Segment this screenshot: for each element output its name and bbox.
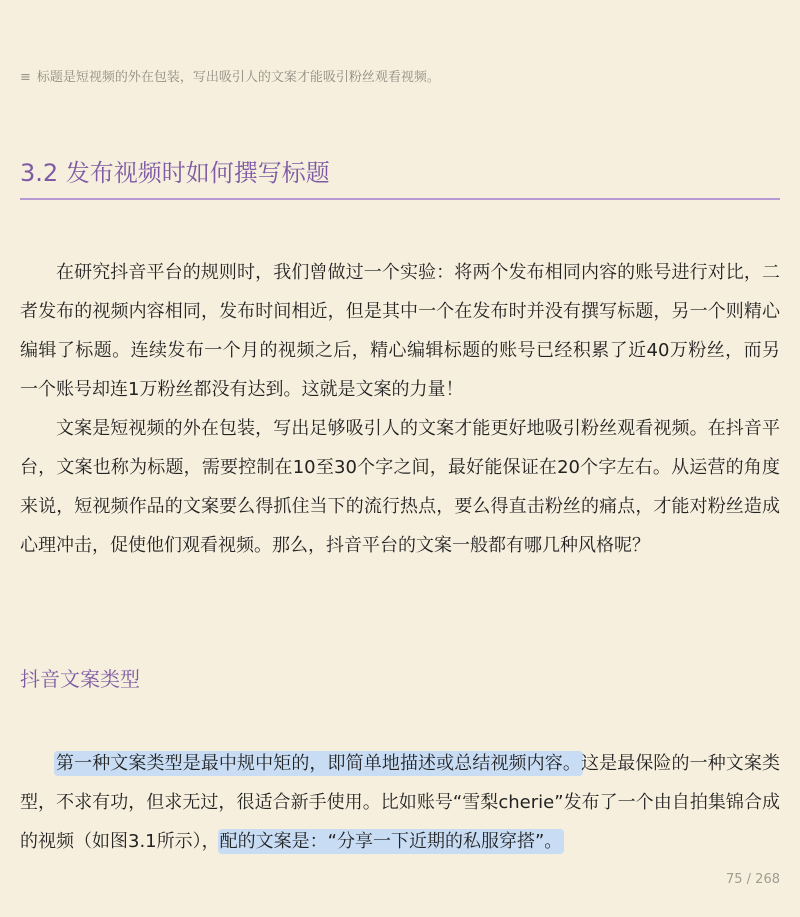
chapter-summary-text: 标题是短视频的外在包装，写出吸引人的文案才能吸引粉丝观看视频。: [36, 70, 440, 85]
text-highlight[interactable]: 第一种文案类型是最中规中矩的，即简单地描述或总结视频内容。: [56, 753, 581, 774]
chapter-summary-bar[interactable]: [20, 66, 780, 85]
text-span: 这是最保险的一种文案类型，不求有功，但求无过，很适合新手使用。比如账号“雪梨cherie”发布了一个由自拍集锦合成的视频（如图3.1所示），: [20, 753, 781, 852]
paragraph: [20, 744, 780, 861]
paragraph: 文案是短视频的外在包装，写出足够吸引人的文案才能更好地吸引粉丝观看视频。在抖音平台，文案也称为标题，需要控制在10至30个字之间，最好能保证在20个字左右。从运营的角度来说，短视频作品的文案要么得抓住当下的流行热点，要么得直击粉丝的痛点，才能对粉丝造成心理冲击，促使他们观看视频。那么，抖音平台的文案一般都有哪几种风格呢？: [20, 418, 780, 556]
body-content: [20, 253, 780, 565]
body-content-2: [20, 744, 780, 861]
text-highlight[interactable]: 配的文案是：“分享一下近期的私服穿搭”。: [219, 831, 563, 852]
paragraph: 在研究抖音平台的规则时，我们曾做过一个实验：将两个发布相同内容的账号进行对比，二者发布的视频内容相同，发布时间相近，但是其中一个在发布时并没有撰写标题，另一个则精心编辑了标题。连续发布一个月的视频之后，精心编辑标题的账号已经积累了近40万粉丝，而另一个账号却连1万粉丝都没有达到。这就是文案的力量！: [20, 262, 780, 400]
menu-icon[interactable]: ≡: [20, 70, 31, 85]
subheading: 抖音文案类型: [20, 667, 140, 691]
section-title: 3.2 发布视频时如何撰写标题: [20, 156, 780, 200]
page-indicator: 75 / 268: [726, 872, 780, 887]
